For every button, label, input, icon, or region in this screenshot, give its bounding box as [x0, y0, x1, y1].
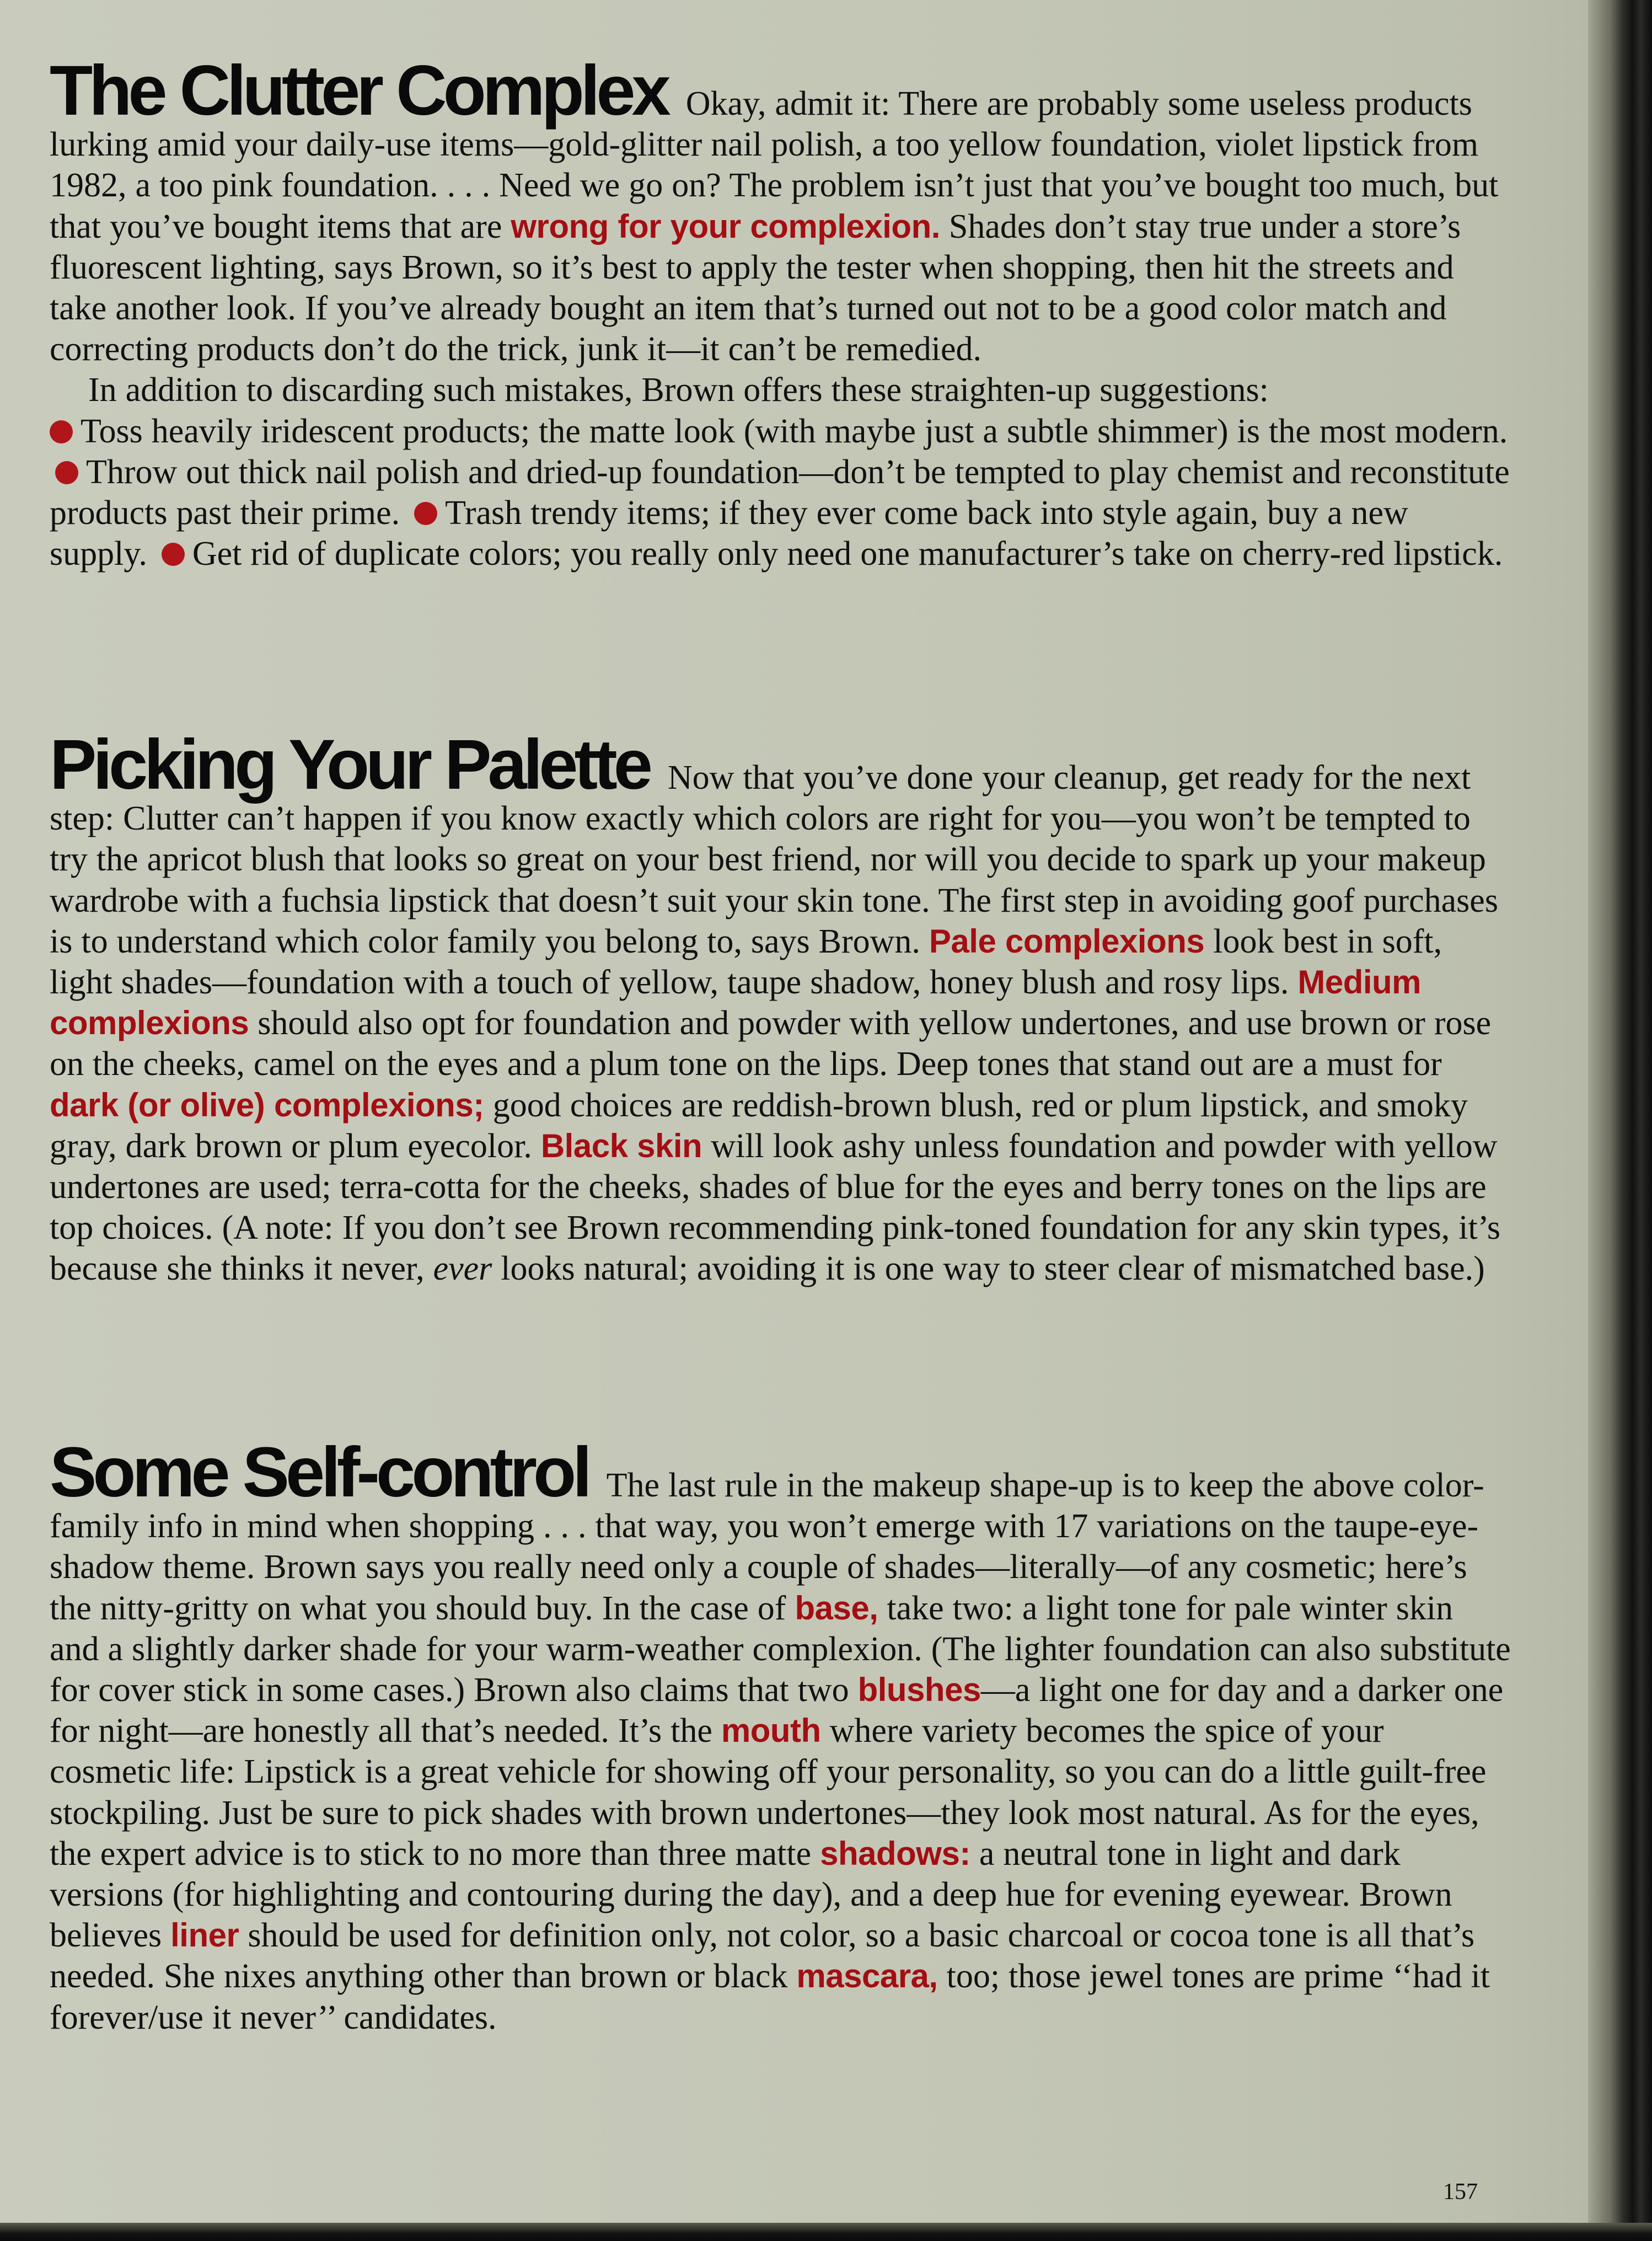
page-bottom-edge — [0, 2223, 1652, 2241]
palette-text-f: looks natural; avoiding it is one way to steer clear of mismatched base.) — [501, 1250, 1485, 1288]
section-picking-palette — [50, 725, 1511, 1290]
clutter-intro: In addition to discarding such mistakes, Brown offers these straighten-up suggestions: — [88, 371, 1269, 409]
highlight-medium-complexions: Medium complexions — [50, 964, 1422, 1042]
control-text-f: should be used for definition only, not color, so a basic charcoal or cocoa tone is all that’s needed. She nixes anything other than brown or black — [50, 1917, 1475, 1996]
heading-picking-palette: Picking Your Palette — [50, 725, 649, 804]
palette-emphasis-ever: ever — [433, 1250, 492, 1288]
highlight-base: base, — [795, 1589, 878, 1627]
palette-text-d: good choices are reddish-brown blush, red or plum lipstick, and smoky gray, dark brown or plum eyecolor. — [50, 1086, 1468, 1165]
bullet-dot-icon — [50, 420, 73, 443]
heading-self-control: Some Self-control — [50, 1433, 588, 1512]
palette-text-a: Now that you’ve done your cleanup, get ready for the next step: Clutter can’t happen if you know exactly which colors are right for you—you won’t be tempted to try the apricot blush that looks so great on your best friend, nor will you decide to spark up your makeup wardrobe with a fuchsia lipstick that doesn’t suit your skin tone. The first step in avoiding goof purchases is to understand which color family you belong to, says Brown. — [50, 759, 1498, 960]
section-clutter-complex — [50, 51, 1511, 574]
clutter-text-a: Okay, admit it: There are probably some useless products lurking amid your daily-use items—gold-glitter nail polish, a too yellow foundation, violet lipstick from 1982, a too pink foundation. . . . Need we go on? The problem isn’t just that you’ve bought too much, but that you’ve bought items that are — [50, 85, 1499, 245]
highlight-mascara: mascara, — [796, 1957, 938, 1995]
control-text-g: too; those jewel tones are prime ‘‘had it forever/use it never’’ candidates. — [50, 1957, 1490, 2036]
bullet-dot-icon — [162, 543, 185, 566]
page-number: 157 — [1443, 2179, 1478, 2205]
book-spine-shadow — [1588, 0, 1652, 2241]
clutter-text-b: Shades don’t stay true under a store’s fluorescent lighting, says Brown, so it’s best to apply the tester when shopping, then hit the streets and take another look. If you’ve already bought an item that’s turned out not to be a good color match and correcting products don’t do the trick, junk it—it can’t be remedied. — [50, 207, 1461, 368]
heading-clutter-complex: The Clutter Complex — [50, 51, 667, 130]
bullet-item: Trash trendy items; if they ever come back into style again, buy a new supply. — [50, 494, 1408, 573]
bullet-dot-icon — [414, 502, 437, 525]
highlight-liner: liner — [170, 1917, 239, 1954]
bullet-item: Throw out thick nail polish and dried-up foundation—don’t be tempted to play chemist and reconstitute products past their prime. — [50, 453, 1510, 532]
highlight-mouth: mouth — [721, 1712, 821, 1750]
clutter-bullets — [50, 413, 1510, 573]
bullet-dot-icon — [55, 461, 78, 484]
highlight-blushes: blushes — [857, 1671, 981, 1709]
palette-text-c: should also opt for foundation and powder with yellow undertones, and use brown or rose on the cheeks, camel on the eyes and a plum tone on the lips. Deep tones that stand out are a must for — [50, 1004, 1492, 1083]
palette-text-e: will look ashy unless foundation and powder with yellow undertones are used; terra-cotta for the cheeks, shades of blue for the eyes and berry tones on the lips are top choices. (A note: If you don’t see Brown recommending pink-toned foundation for any skin types, it’s because she thinks it never, — [50, 1127, 1501, 1288]
highlight-pale-complexions: Pale complexions — [929, 922, 1205, 960]
palette-text-b: look best in soft, light shades—foundation with a touch of yellow, taupe shadow, honey blush and rosy lips. — [50, 922, 1442, 1002]
control-text-c: —a light one for day and a darker one for night—are honestly all that’s needed. It’s the — [50, 1671, 1504, 1750]
highlight-black-skin: Black skin — [540, 1127, 702, 1164]
control-text-b: take two: a light tone for pale winter skin and a slightly darker shade for your warm-weather complexion. (The lighter foundation can also substitute for cover stick in some cases.) Brown also claims that two — [50, 1589, 1511, 1709]
control-text-d: where variety becomes the spice of your cosmetic life: Lipstick is a great vehicle for showing off your personality, so you can do a little guilt-free stockpiling. Just be sure to pick shades with brown undertones—they look most natural. As for the eyes, the expert advice is to stick to no more than three matte — [50, 1712, 1487, 1873]
bullet-item: Toss heavily iridescent products; the matte look (with maybe just a subtle shimmer) is the most modern. — [81, 412, 1508, 450]
highlight-wrong-complexion: wrong for your complexion. — [511, 207, 940, 245]
highlight-dark-complexions: dark (or olive) complexions; — [50, 1086, 484, 1124]
highlight-shadows: shadows: — [820, 1834, 970, 1872]
clutter-paragraph-2 — [50, 370, 1511, 410]
bullet-item: Get rid of duplicate colors; you really only need one manufacturer’s take on cherry-red lipstick. — [192, 535, 1503, 573]
section-self-control — [50, 1433, 1511, 2038]
control-text-e: a neutral tone in light and dark versions (for highlighting and contouring during the day), and a deep hue for evening eyewear. Brown believes — [50, 1834, 1452, 1955]
control-text-a: The last rule in the makeup shape-up is to keep the above color-family info in mind when shopping . . . that way, you won’t emerge with 17 variations on the taupe-eye-shadow theme. Brown says you really need only a couple of shades—literally—of any cosmetic; here’s the nitty-gritty on what you should buy. In the case of — [50, 1467, 1484, 1627]
